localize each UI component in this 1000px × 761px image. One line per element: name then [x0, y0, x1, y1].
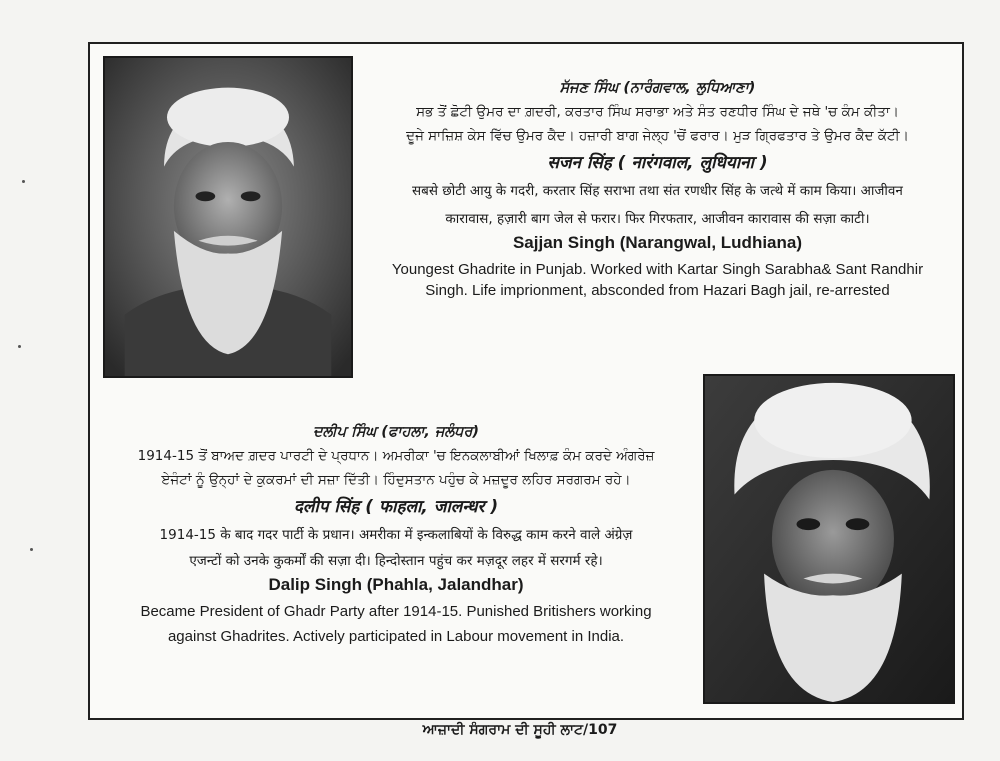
portrait-sajjan-singh [103, 56, 353, 378]
entry-heading-punjabi: ਸੱਜਣ ਸਿੰਘ (ਨਾਰੰਗਵਾਲ, ਲੁਧਿਆਣਾ) [559, 80, 756, 96]
entry-line-hindi: 1914-15 के बाद गदर पार्टी के प्रधान। अमरीका में इन्कलाबियों के विरुद्ध काम करने वाले अंग्रेज़ [159, 527, 633, 543]
entry-sajjan-singh [355, 80, 960, 299]
entry-line-punjabi: ਦੂਜੇ ਸਾਜ਼ਿਸ਼ ਕੇਸ ਵਿੱਚ ਉਮਰ ਕੈਦ। ਹਜ਼ਾਰੀ ਬਾਗ ਜੇਲ੍ਹ 'ਚੋਂ ਫਰਾਰ। ਮੁੜ ਗ੍ਰਿਫਤਾਰ ਤੇ ਉਮਰ ਕੈਦ ਕੱਟੀ। [406, 128, 909, 144]
page-footer: ਆਜ਼ਾਦੀ ਸੰਗਰਾਮ ਦੀ ਸੂਹੀ ਲਾਟ/107 [422, 722, 618, 738]
scan-speck [22, 180, 25, 183]
entry-line-english: Youngest Ghadrite in Punjab. Worked with Kartar Singh Sarabha& Sant Randhir [391, 261, 924, 278]
entry-line-english: Singh. Life imprionment, absconded from Hazari Bagh jail, re-arrested [425, 282, 890, 299]
entry-line-punjabi: ਸਭ ਤੋਂ ਛੋਟੀ ਉਮਰ ਦਾ ਗ਼ਦਰੀ, ਕਰਤਾਰ ਸਿੰਘ ਸਰਾਭਾ ਅਤੇ ਸੰਤ ਰਣਧੀਰ ਸਿੰਘ ਦੇ ਜਥੇ 'ਚ ਕੰਮ ਕੀਤਾ। [416, 104, 899, 120]
scan-speck [18, 345, 21, 348]
entry-line-english: Became President of Ghadr Party after 1914-15. Punished Britishers working [140, 603, 652, 620]
scan-speck [30, 548, 33, 551]
entry-heading-punjabi: ਦਲੀਪ ਸਿੰਘ (ਫਾਹਲਾ, ਜਲੰਧਰ) [312, 424, 479, 440]
entry-line-punjabi: 1914-15 ਤੋਂ ਬਾਅਦ ਗ਼ਦਰ ਪਾਰਟੀ ਦੇ ਪ੍ਰਧਾਨ। ਅਮਰੀਕਾ 'ਚ ਇਨਕਲਾਬੀਆਂ ਖਿਲਾਫ਼ ਕੰਮ ਕਰਦੇ ਅੰਗਰੇਜ਼ [137, 448, 655, 464]
entry-heading-hindi: दलीप सिंह ( फाहला, जालन्धर ) [293, 497, 499, 517]
entry-line-hindi: कारावास, हज़ारी बाग जेल से फरार। फिर गिरफतार, आजीवन कारावास की सज़ा काटी। [445, 211, 870, 227]
entry-dalip-singh [92, 424, 700, 645]
entry-line-hindi: एजन्टों को उनके कुकर्मों की सज़ा दी। हिन्दोस्तान पहुंच कर मज़दूर लहर में सरगर्म रहे। [189, 553, 603, 569]
entry-heading-english: Dalip Singh (Phahla, Jalandhar) [268, 575, 524, 594]
entry-line-punjabi: ਏਜੰਟਾਂ ਨੂੰ ਉਨ੍ਹਾਂ ਦੇ ਕੁਕਰਮਾਂ ਦੀ ਸਜ਼ਾ ਦਿੱਤੀ। ਹਿੰਦੁਸਤਾਨ ਪਹੁੰਚ ਕੇ ਮਜ਼ਦੂਰ ਲਹਿਰ ਸਰਗਰਮ ਰਹੇ। [161, 472, 631, 488]
portrait-dalip-singh [703, 374, 955, 704]
entry-heading-english: Sajjan Singh (Narangwal, Ludhiana) [512, 233, 803, 252]
entry-line-hindi: सबसे छोटी आयु के गदरी, करतार सिंह सराभा तथा संत रणधीर सिंह के जत्थे में काम किया। आजीवन [412, 183, 903, 199]
entry-heading-hindi: सजन सिंह ( नारंगवाल, लुधियाना ) [547, 153, 768, 173]
entry-line-english: against Ghadrites. Actively participated in Labour movement in India. [167, 628, 625, 645]
